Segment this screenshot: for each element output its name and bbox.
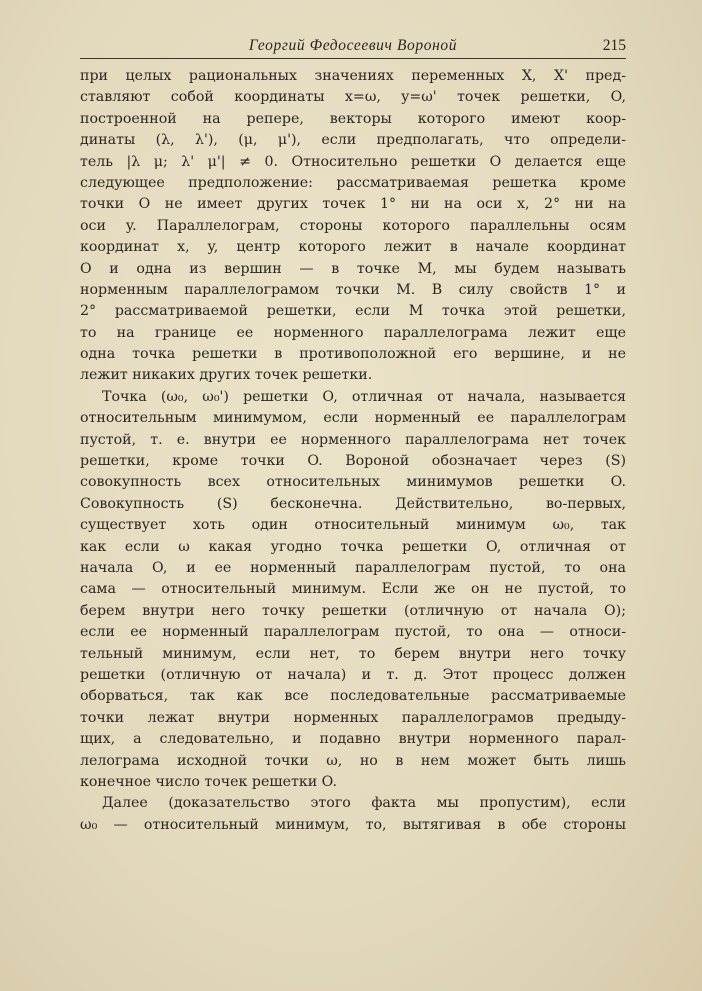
text-line: следующее предположение: рассматриваемая решетка кроме bbox=[80, 174, 626, 191]
text-line: точки лежат внутри норменных параллелограмов предыду- bbox=[80, 709, 626, 726]
text-line: Точка (ω₀, ω₀') решетки O, отличная от начала, называется bbox=[102, 388, 626, 405]
text-line: оси y. Параллелограм, стороны которого параллельны осям bbox=[80, 217, 626, 234]
page-number: 215 bbox=[602, 37, 626, 54]
text-line: щих, а следовательно, и подавно внутри норменного парал- bbox=[80, 731, 626, 748]
text-line: конечное число точек решетки O. bbox=[80, 773, 337, 790]
text-line: решетки (отличную от начала) и т. д. Этот процесс должен bbox=[80, 666, 626, 683]
text-line: тель |λ μ; λ' μ'| ≠ 0. Относительно решетки O делается еще bbox=[80, 153, 626, 170]
text-line: норменным параллелограмом точки M. В силу свойств 1° и bbox=[80, 281, 626, 298]
text-line: существует хоть один относительный минимум ω₀, так bbox=[80, 517, 626, 534]
text-line: тельный минимум, если нет, то берем внутри него точку bbox=[80, 645, 626, 662]
text-line: относительным минимумом, если норменный ее параллелограм bbox=[80, 410, 626, 427]
text-line: точки O не имеет других точек 1° ни на оси x, 2° ни на bbox=[80, 196, 626, 213]
text-line: динаты (λ, λ'), (μ, μ'), если предполагать, что определи- bbox=[80, 132, 626, 149]
text-line: лелограма исходной точки ω, но в нем может быть лишь bbox=[80, 752, 626, 769]
text-line: координат x, y, центр которого лежит в начале координат bbox=[80, 239, 626, 256]
text-line: построенной на репере, векторы которого имеют коор- bbox=[80, 110, 626, 127]
text-line: оборваться, так как все последовательные рассматриваемые bbox=[80, 688, 626, 705]
text-line: при целых рациональных значениях переменных X, X' пред- bbox=[80, 68, 626, 84]
text-line: начала O, и ее норменный параллелограм пустой, то она bbox=[80, 559, 626, 576]
body-text bbox=[80, 66, 626, 836]
text-line: сама — относительный минимум. Если же он не пустой, то bbox=[80, 581, 626, 598]
running-title: Георгий Федосеевич Вороной bbox=[248, 37, 458, 54]
page-header bbox=[80, 35, 626, 59]
paragraph bbox=[80, 793, 626, 836]
text-line: как если ω какая угодно точка решетки O, отличная от bbox=[80, 538, 626, 555]
text-line: 2° рассматриваемой решетки, если M точка этой решетки, bbox=[80, 303, 626, 320]
text-line: ω₀ — относительный минимум, то, вытягивая в обе стороны bbox=[80, 816, 626, 833]
text-line: если ее норменный параллелограм пустой, то она — относи- bbox=[80, 624, 626, 641]
text-line: решетки, кроме точки O. Вороной обозначает через (S) bbox=[80, 453, 626, 470]
text-line: Далее (доказательство этого факта мы пропустим), если bbox=[102, 795, 626, 812]
text-line: пустой, т. е. внутри ее норменного параллелограма нет точек bbox=[80, 431, 626, 448]
header-rule bbox=[80, 58, 626, 59]
text-line: ставляют собой координаты x=ω, y=ω' точек решетки, O, bbox=[80, 89, 626, 106]
text-line: то на границе ее норменного параллелограма лежит еще bbox=[80, 324, 626, 341]
text-line: Совокупность (S) бесконечна. Действительно, во-первых, bbox=[80, 495, 626, 512]
text-line: O и одна из вершин — в точке M, мы будем называть bbox=[80, 260, 626, 277]
paragraph bbox=[80, 66, 626, 387]
text-line: совокупность всех относительных минимумов решетки O. bbox=[80, 474, 626, 491]
text-line: берем внутри него точку решетки (отличную от начала O); bbox=[80, 602, 626, 619]
paragraph bbox=[80, 387, 626, 793]
text-line: лежит никаких других точек решетки. bbox=[80, 367, 373, 384]
text-line: одна точка решетки в противоположной его вершине, и не bbox=[80, 346, 626, 363]
